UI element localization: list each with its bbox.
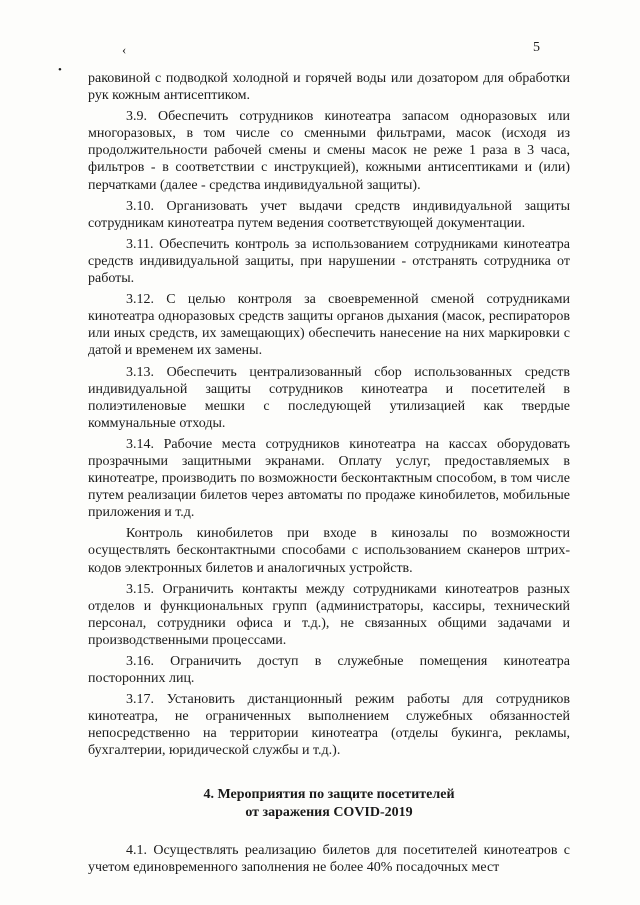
paragraph-3-13: 3.13. Обеспечить централизованный сбор использованных средств индивидуальной защиты сотрудников кинотеатра и посетителей в полиэтиленовые мешки с последующей утилизацией как твердые коммунальные отходы. — [88, 364, 570, 431]
paragraph-3-17: 3.17. Установить дистанционный режим работы для сотрудников кинотеатра, не ограниченных выполнением служебных обязанностей непосредственно на территории кинотеатра (отделы букинга, рекламы, бухгалтерии, юридической службы и т.д.). — [88, 692, 570, 759]
section-heading-line-1: 4. Мероприятия по защите посетителей — [203, 786, 455, 802]
paragraph-4-1: 4.1. Осуществлять реализацию билетов для посетителей кинотеатров с учетом единовременного заполнения не более 40% посадочных мест — [88, 842, 570, 875]
paragraph-3-12: 3.12. С целью контроля за своевременной сменой сотрудниками кинотеатра одноразовых средств защиты органов дыхания (масок, респираторов или иных средств, их замещающих) обеспечить нанесение на них маркировки с датой и временем их замены. — [88, 292, 570, 359]
section-heading — [88, 786, 570, 822]
scan-mark: ‹ — [122, 42, 127, 57]
section-heading-line-2: от заражения COVID-2019 — [245, 804, 413, 820]
document-body — [88, 70, 570, 880]
paragraph-3-14: 3.14. Рабочие места сотрудников кинотеатра на кассах оборудовать прозрачными защитными экранами. Оплату услуг, предоставляемых в кинотеатре, производить по возможности бесконтактным способом, в том числе путем реализации билетов через автоматы по продаже кинобилетов, мобильные приложения и т.д. — [88, 436, 570, 521]
paragraph-3-11: 3.11. Обеспечить контроль за использованием сотрудниками кинотеатра средств индивидуальной защиты, при нарушении - отстранять сотрудника от работы. — [88, 236, 570, 287]
paragraph-3-15: 3.15. Ограничить контакты между сотрудниками кинотеатров разных отделов и функциональных групп (администраторы, кассиры, технический персонал, сотрудники офиса и т.д.), не связанных общими задачами и производственными процессами. — [88, 581, 570, 648]
paragraph-3-9: 3.9. Обеспечить сотрудников кинотеатра запасом одноразовых или многоразовых, в том числе со сменными фильтрами, масок (исходя из продолжительности рабочей смены и смены масок не реже 1 раза в 3 часа, фильтров - в соответствии с инструкцией), кожными антисептиками и (или) перчатками (далее - средства индивидуальной защиты). — [88, 109, 570, 193]
paragraph-3-16: 3.16. Ограничить доступ в служебные помещения кинотеатра посторонних лиц. — [88, 654, 570, 687]
page-number: 5 — [533, 40, 540, 55]
scan-bullet-mark: • — [58, 64, 62, 76]
paragraph-3-10: 3.10. Организовать учет выдачи средств индивидуальной защиты сотрудникам кинотеатра путем ведения соответствующей документации. — [88, 198, 570, 231]
paragraph-continuation: раковиной с подводкой холодной и горячей воды или дозатором для обработки рук кожным антисептиком. — [88, 71, 570, 104]
paragraph-ticket-control: Контроль кинобилетов при входе в кинозалы по возможности осуществлять бесконтактными способами с использованием сканеров штрих-кодов электронных билетов и аналогичных устройств. — [88, 526, 570, 576]
